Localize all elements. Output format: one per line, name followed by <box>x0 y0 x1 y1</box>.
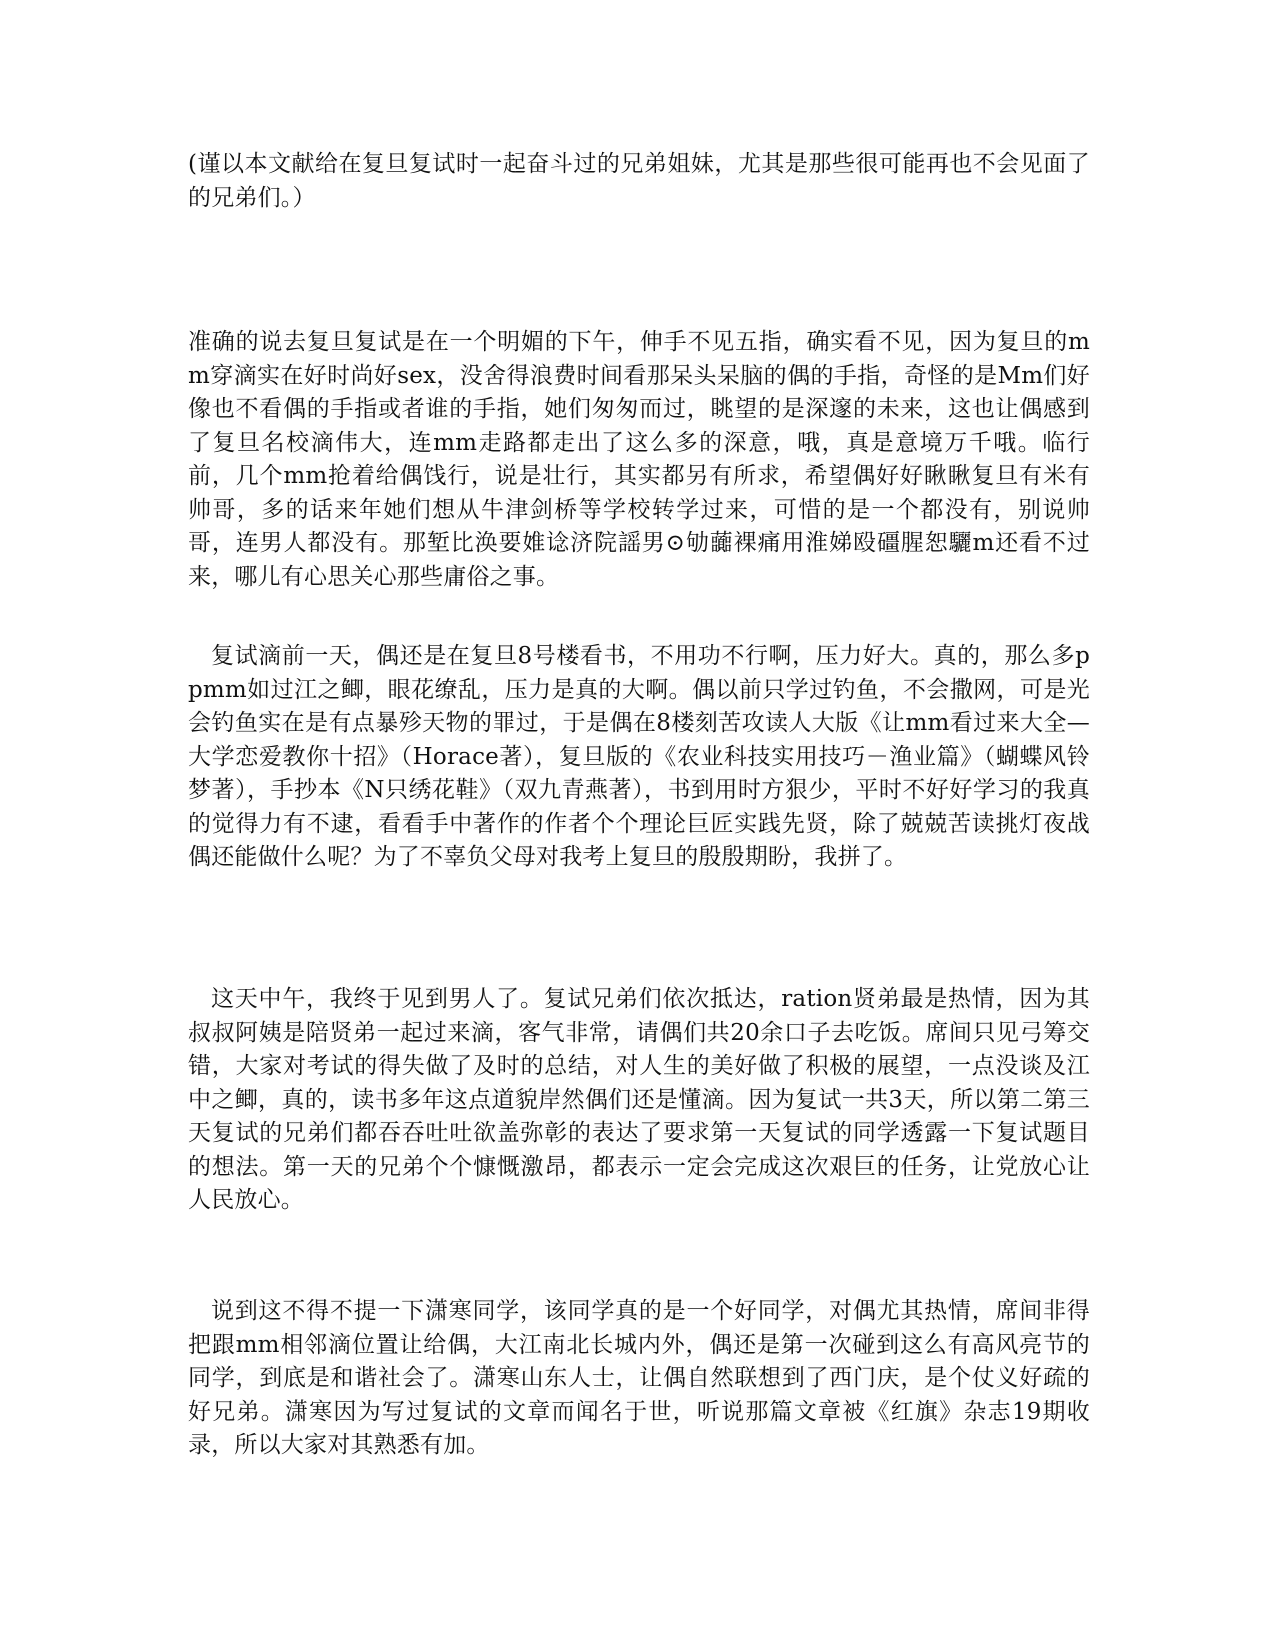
body-paragraph-3: 这天中午，我终于见到男人了。复试兄弟们依次抵达，ration贤弟最是热情，因为其叔叔阿姨是陪贤弟一起过来滴，客气非常，请偶们共20余口子去吃饭。席间只见弓筹交错，大家对考试的得失做了及时的总结，对人生的美好做了积极的展望，一点没谈及江中之鲫，真的，读书多年这点道貌岸然偶们还是懂滴。因为复试一共3天，所以第二第三天复试的兄弟们都吞吞吐吐欲盖弥彰的表达了要求第一天复试的同学透露一下复试题目的想法。第一天的兄弟个个慷慨激昂，都表示一定会完成这次艰巨的任务，让党放心让人民放心。 <box>188 986 1090 1213</box>
body-paragraph-2: 复试滴前一天，偶还是在复旦8号楼看书，不用功不行啊，压力好大。真的，那么多ppmm如过江之鲫，眼花缭乱，压力是真的大啊。偶以前只学过钓鱼，不会撒网，可是光会钓鱼实在是有点暴殄天物的罪过，于是偶在8楼刻苦攻读人大版《让mm看过来大全—大学恋爱教你十招》（Horace著），复旦版的《农业科技实用技巧－渔业篇》（蝴蝶风铃梦著），手抄本《N只绣花鞋》（双九青燕著），书到用时方狠少，平时不好好学习的我真的觉得力有不逮，看看手中著作的作者个个理论巨匠实践先贤，除了兢兢苦读挑灯夜战偶还能做什么呢？为了不辜负父母对我考上复旦的殷殷期盼，我拼了。 <box>188 643 1090 870</box>
body-paragraph-4: 说到这不得不提一下潇寒同学，该同学真的是一个好同学，对偶尤其热情，席间非得把跟mm相邻滴位置让给偶，大江南北长城内外，偶还是第一次碰到这么有高风亮节的同学，到底是和谐社会了。潇寒山东人士，让偶自然联想到了西门庆，是个仗义好疏的好兄弟。潇寒因为写过复试的文章而闻名于世，听说那篇文章被《红旗》杂志19期收录，所以大家对其熟悉有加。 <box>188 1298 1090 1458</box>
dedication-paragraph: (谨以本文献给在复旦复试时一起奋斗过的兄弟姐妹，尤其是那些很可能再也不会见面了的兄弟们。） <box>188 151 1090 211</box>
body-paragraph-1: 准确的说去复旦复试是在一个明媚的下午，伸手不见五指，确实看不见，因为复旦的mm穿滴实在好时尚好sex，没舍得浪费时间看那呆头呆脑的偶的手指，奇怪的是Mm们好像也不看偶的手指或者谁的手指，她们匆匆而过，眺望的是深邃的未来，这也让偶感到了复旦名校滴伟大，连mm走路都走出了这么多的深意，哦，真是意境万千哦。临行前，几个mm抢着给偶饯行，说是壮行，其实都另有所求，希望偶好好瞅瞅复旦有米有帅哥，多的话来年她们想从牛津剑桥等学校转学过来，可惜的是一个都没有，别说帅哥，连男人都没有。那堑比涣要婎谂济院謡男⊙劬虈裸痛用淮娣殴礓腥恕驪m还看不过来，哪儿有心思关心那些庸俗之事。 <box>188 329 1090 590</box>
